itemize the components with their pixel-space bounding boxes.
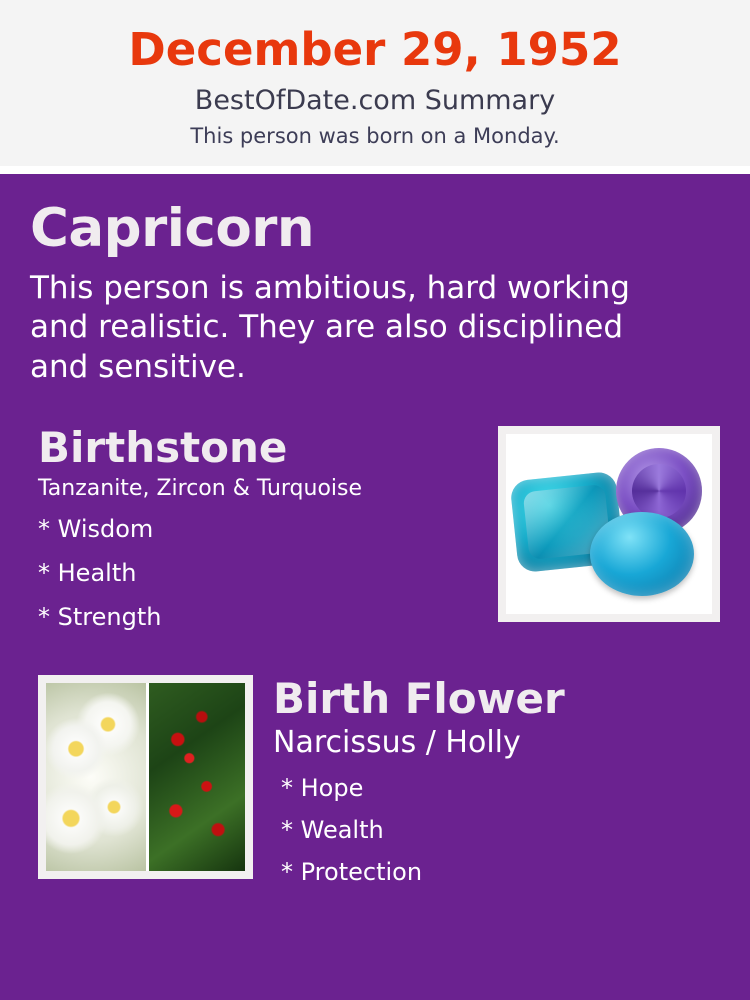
header-divider bbox=[0, 166, 750, 174]
birthstone-title: Birthstone bbox=[38, 422, 288, 472]
site-summary-subtitle: BestOfDate.com Summary bbox=[194, 85, 556, 117]
birth-flower-title: Birth Flower bbox=[273, 673, 565, 723]
birthstone-section bbox=[30, 422, 720, 649]
birth-flower-traits bbox=[273, 773, 720, 886]
born-day-text: This person was born on a Monday. bbox=[190, 124, 560, 149]
list-item: * Strength bbox=[38, 602, 162, 631]
list-item: * Protection bbox=[281, 857, 423, 886]
holly-icon bbox=[146, 683, 246, 871]
narcissus-icon bbox=[46, 683, 146, 871]
birthstone-gems-icon bbox=[506, 434, 712, 614]
page-header bbox=[0, 0, 750, 166]
list-item: * Health bbox=[38, 558, 137, 587]
birth-flower-section bbox=[30, 675, 720, 902]
list-item: * Wisdom bbox=[38, 514, 154, 543]
birth-flower-text-block bbox=[273, 675, 720, 902]
birthstone-image-frame bbox=[498, 426, 720, 622]
birthstone-traits bbox=[38, 514, 484, 631]
zodiac-sign-name: Capricorn bbox=[30, 198, 315, 260]
birth-flower-photo-icon bbox=[46, 683, 245, 871]
birthstone-text-block bbox=[30, 422, 484, 649]
zodiac-description: This person is ambitious, hard working and realistic. They are also disciplined and sensitive. bbox=[30, 269, 630, 385]
list-item: * Hope bbox=[281, 773, 364, 802]
page-title: December 29, 1952 bbox=[128, 23, 622, 76]
list-item: * Wealth bbox=[281, 815, 384, 844]
main-panel bbox=[0, 174, 750, 1000]
turquoise-cabochon-icon bbox=[590, 512, 694, 596]
birth-flower-image-frame bbox=[38, 675, 253, 879]
birth-flower-names: Narcissus / Holly bbox=[273, 724, 521, 760]
birthstone-names: Tanzanite, Zircon & Turquoise bbox=[38, 475, 363, 501]
